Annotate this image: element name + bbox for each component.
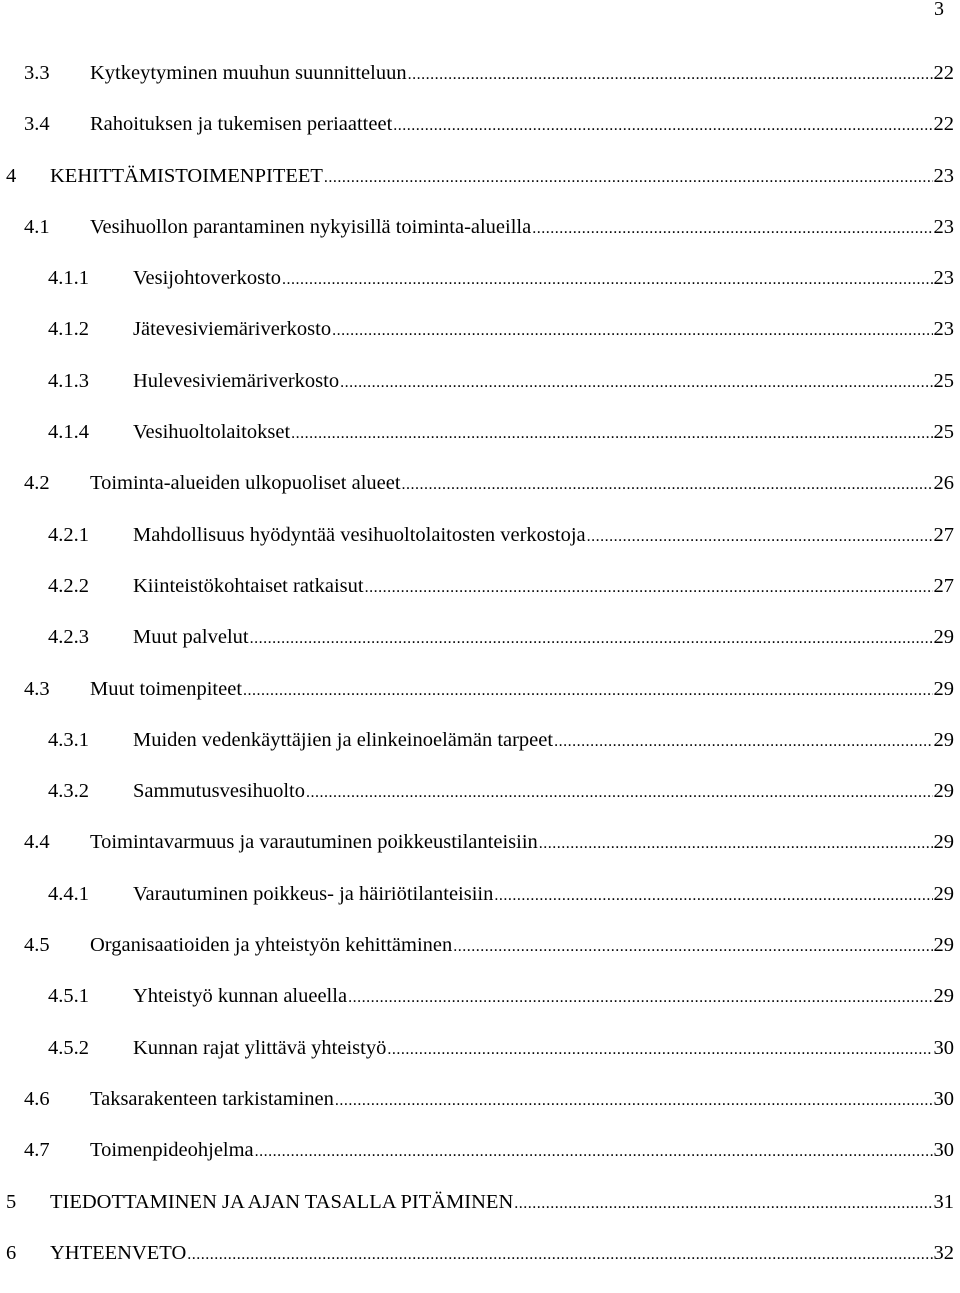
toc-entry[interactable] [0,1088,960,1139]
toc-entry-title: Varautuminen poikkeus- ja häiriötilanteisiin [133,882,494,905]
toc-entry[interactable] [0,1191,960,1242]
toc-entry[interactable] [0,370,960,421]
toc-entry[interactable] [0,780,960,831]
toc-entry-number: 6 [6,1241,17,1264]
toc-entry-number: 4.3.2 [48,780,89,803]
toc-entry[interactable] [0,575,960,626]
toc-entry-title: Vesihuoltolaitokset [133,421,291,444]
toc-entry-number: 4.6 [24,1087,50,1110]
toc-entry-number: 5 [6,1190,17,1213]
toc-entry-title: Taksarakenteen tarkistaminen [90,1087,334,1110]
toc-entry[interactable] [0,729,960,780]
toc-dot-leader [402,476,933,494]
toc-entry[interactable] [0,472,960,523]
toc-entry-title: Sammutusvesihuolto [133,780,305,803]
toc-entry-title: Rahoituksen ja tukemisen periaatteet [90,113,393,136]
toc-entry[interactable] [0,62,960,113]
toc-entry-number: 4.2.2 [48,574,89,597]
toc-entry-title: Organisaatioiden ja yhteistyön kehittäminen [90,934,453,957]
toc-entry-title: Yhteistyö kunnan alueella [133,985,348,1008]
toc-entry-title: Kunnan rajat ylittävä yhteistyö [133,1036,387,1059]
toc-entry-page: 29 [933,882,954,905]
toc-entry-title: Muut toimenpiteet [90,677,243,700]
toc-entry-title: KEHITTÄMISTOIMENPITEET [50,164,323,187]
toc-entry-number: 4.5 [24,934,50,957]
toc-dot-leader [348,989,932,1007]
toc-entry-title: TIEDOTTAMINEN JA AJAN TASALLA PITÄMINEN [50,1190,514,1213]
toc-entry-page: 32 [933,1241,954,1264]
toc-entry[interactable] [0,524,960,575]
toc-dot-leader [340,374,932,392]
toc-entry-number: 4.1.1 [48,267,89,290]
toc-dot-leader [335,1092,933,1110]
toc-entry[interactable] [0,113,960,164]
toc-entry-title: Kiinteistökohtaiset ratkaisut [133,574,364,597]
toc-entry-page: 23 [933,215,954,238]
toc-entry-number: 4.2 [24,472,50,495]
toc-entry-page: 22 [933,62,954,84]
toc-entry-title: Toimenpideohjelma [90,1139,254,1162]
toc-entry-title: Mahdollisuus hyödyntää vesihuoltolaitosten verkostoja [133,523,586,546]
toc-entry-page: 30 [933,1087,954,1110]
toc-entry[interactable] [0,1139,960,1190]
toc-dot-leader [587,528,933,546]
toc-entry-number: 4 [6,164,17,187]
toc-dot-leader [306,784,933,802]
toc-entry-page: 25 [933,421,954,444]
toc-entry-number: 4.2.3 [48,626,89,649]
toc-entry-number: 3.4 [24,113,50,136]
toc-dot-leader [324,169,933,187]
toc-dot-leader [250,630,933,648]
toc-dot-leader [243,682,932,700]
toc-entry-title: Kytkeytyminen muuhun suunnitteluun [90,62,407,84]
toc-entry-number: 4.1.2 [48,318,89,341]
toc-dot-leader [187,1246,932,1264]
toc-dot-leader [387,1041,932,1059]
toc-dot-leader [494,887,932,905]
table-of-contents [0,62,960,1293]
toc-entry-number: 3.3 [24,62,50,84]
toc-entry-number: 4.4 [24,831,50,854]
toc-entry[interactable] [0,883,960,934]
toc-entry-title: Muut palvelut [133,626,249,649]
toc-entry[interactable] [0,626,960,677]
toc-dot-leader [365,579,933,597]
toc-entry-page: 29 [933,626,954,649]
toc-entry-number: 4.5.2 [48,1036,89,1059]
toc-entry-page: 22 [933,113,954,136]
toc-dot-leader [332,322,932,340]
toc-entry-title: Hulevesiviemäriverkosto [133,369,340,392]
toc-entry-number: 4.4.1 [48,882,89,905]
toc-dot-leader [453,938,932,956]
toc-entry[interactable] [0,267,960,318]
toc-entry-number: 4.1 [24,215,50,238]
toc-entry-page: 25 [933,369,954,392]
toc-entry-title: Vesijohtoverkosto [133,267,282,290]
toc-entry[interactable] [0,421,960,472]
toc-entry-number: 4.1.3 [48,369,89,392]
toc-entry-title: YHTEENVETO [50,1241,187,1264]
toc-dot-leader [291,425,932,443]
toc-dot-leader [514,1195,932,1213]
toc-entry-page: 29 [933,934,954,957]
toc-dot-leader [532,220,932,238]
toc-entry[interactable] [0,678,960,729]
toc-entry-page: 30 [933,1036,954,1059]
toc-dot-leader [408,66,933,84]
toc-entry-number: 4.3.1 [48,728,89,751]
toc-entry[interactable] [0,1242,960,1293]
toc-entry-title: Jätevesiviemäriverkosto [133,318,332,341]
toc-dot-leader [255,1143,933,1161]
toc-entry-title: Toiminta-alueiden ulkopuoliset alueet [90,472,401,495]
toc-entry-page: 29 [933,831,954,854]
toc-entry-page: 29 [933,728,954,751]
toc-entry-number: 4.2.1 [48,523,89,546]
toc-entry-page: 23 [933,267,954,290]
toc-entry-page: 27 [933,574,954,597]
toc-entry-page: 26 [933,472,954,495]
toc-entry-page: 31 [933,1190,954,1213]
toc-entry-title: Toimintavarmuus ja varautuminen poikkeustilanteisiin [90,831,538,854]
toc-entry[interactable] [0,1037,960,1088]
toc-dot-leader [393,117,932,135]
toc-entry[interactable] [0,216,960,267]
toc-dot-leader [282,271,932,289]
toc-entry-number: 4.3 [24,677,50,700]
toc-entry[interactable] [0,165,960,216]
toc-entry[interactable] [0,831,960,882]
toc-entry-number: 4.1.4 [48,421,89,444]
toc-entry-number: 4.7 [24,1139,50,1162]
toc-entry-page: 23 [933,318,954,341]
toc-entry-page: 27 [933,523,954,546]
toc-entry[interactable] [0,318,960,369]
toc-entry-number: 4.5.1 [48,985,89,1008]
toc-entry-page: 29 [933,780,954,803]
toc-entry[interactable] [0,934,960,985]
toc-entry-page: 30 [933,1139,954,1162]
toc-dot-leader [539,835,933,853]
toc-dot-leader [554,733,932,751]
toc-entry-title: Muiden vedenkäyttäjien ja elinkeinoelämän tarpeet [133,728,554,751]
toc-entry[interactable] [0,985,960,1036]
toc-entry-page: 29 [933,677,954,700]
toc-entry-title: Vesihuollon parantaminen nykyisillä toiminta-alueilla [90,215,532,238]
toc-entry-page: 29 [933,985,954,1008]
page-number: 3 [934,0,944,20]
toc-entry-page: 23 [933,164,954,187]
